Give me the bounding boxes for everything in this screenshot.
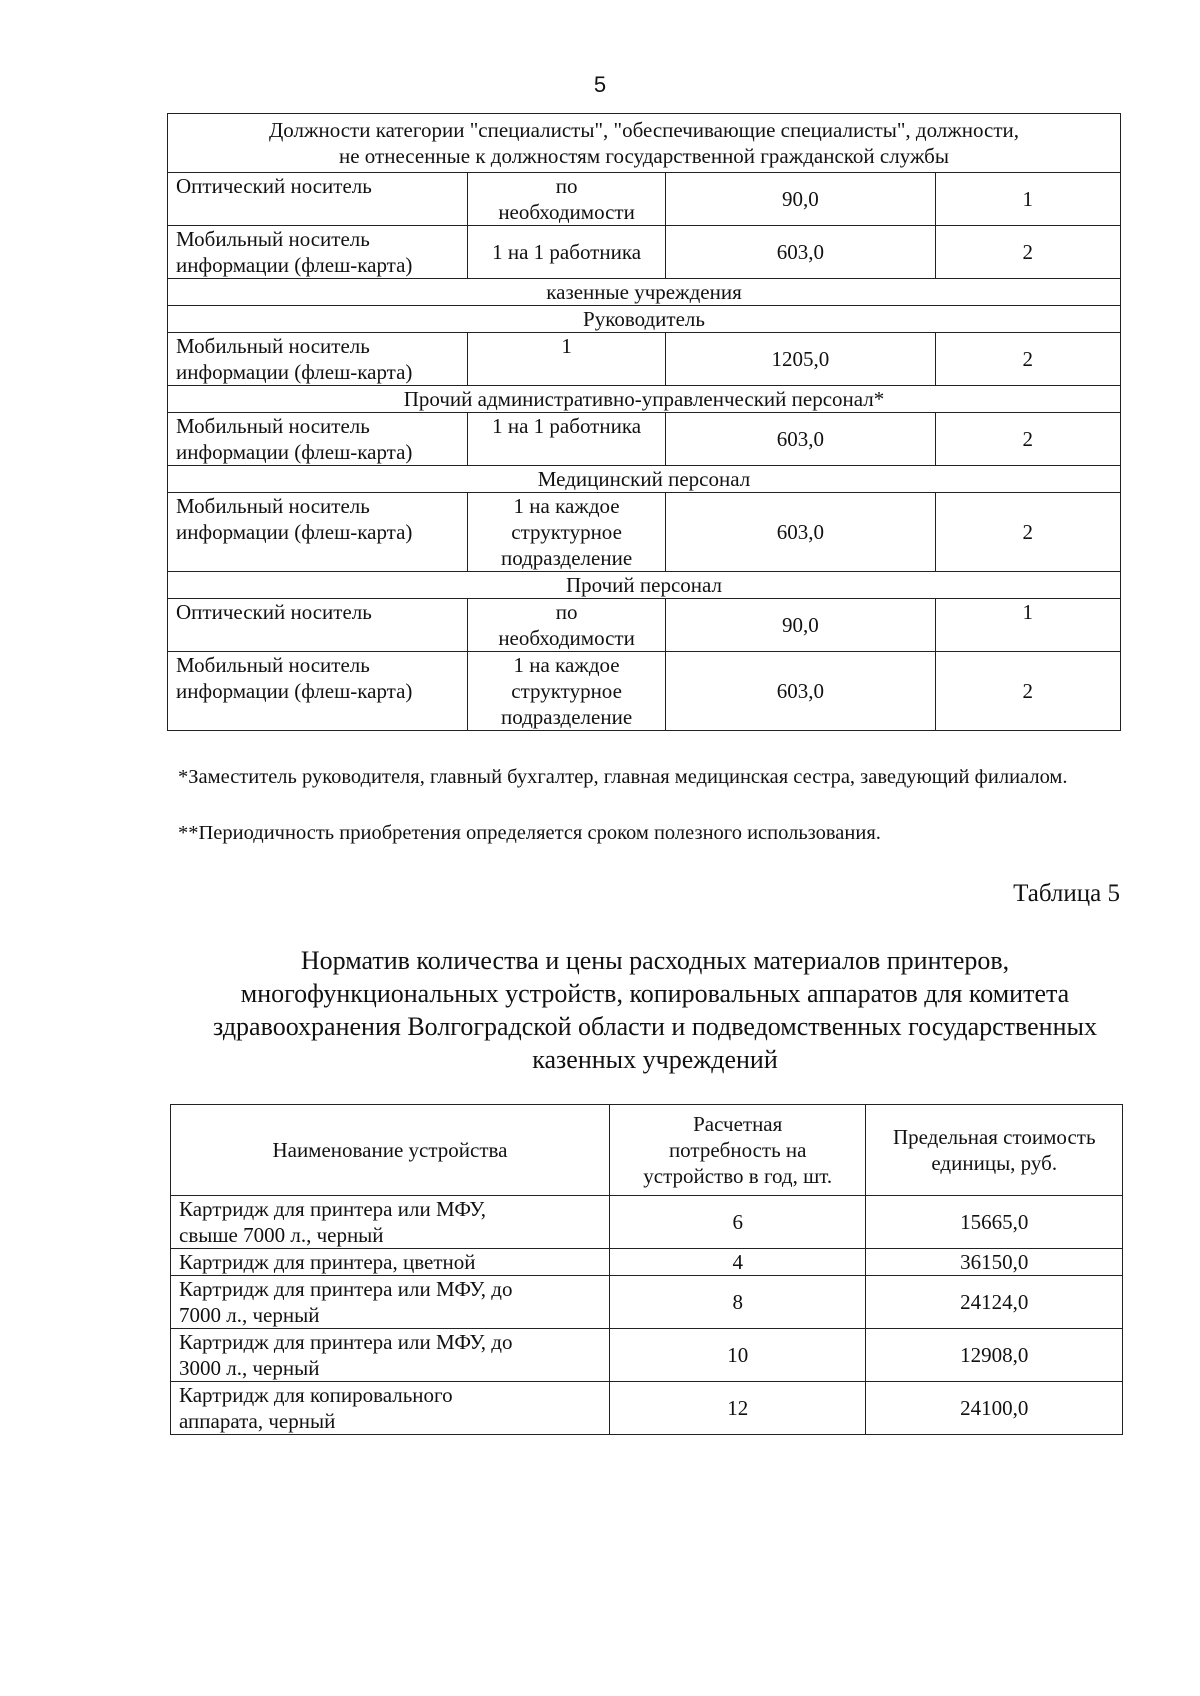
cell-price: 15665,0 [866,1196,1123,1249]
cell-device: Картридж для принтера, цветной [171,1249,610,1276]
section-prochiy-aup: Прочий административно-управленческий персонал* [168,386,1121,413]
cell-qty: 1 на 1 работника [468,226,666,279]
cell-device: Картридж для принтера или МФУ, свыше 7000 л., черный [171,1196,610,1249]
cell-name: Оптический носитель [168,173,468,226]
table-label: Таблица 5 [1013,880,1120,907]
cell-device: Картридж для копировального аппарата, черный [171,1382,610,1435]
section-rukovoditel: Руководитель [168,306,1121,333]
table-header-row [171,1105,1123,1196]
cell-price: 603,0 [666,226,936,279]
media-norms-table [167,113,1121,731]
table-section-row [168,572,1121,599]
cell-period: 2 [935,413,1120,466]
table-section-row [168,386,1121,413]
cell-name: Мобильный носитель информации (флеш-карта) [168,413,468,466]
cell-qty: 1 [468,333,666,386]
cell-price: 90,0 [666,173,936,226]
cell-price: 603,0 [666,493,936,572]
footnote-2: **Периодичность приобретения определяется сроком полезного использования. [178,822,881,844]
cell-price: 1205,0 [666,333,936,386]
cell-price: 603,0 [666,413,936,466]
cartridge-norms-table [170,1104,1123,1435]
section-kazennye: казенные учреждения [168,279,1121,306]
cell-qty: 1 на каждое структурное подразделение [468,493,666,572]
cell-device: Картридж для принтера или МФУ, до 7000 л., черный [171,1276,610,1329]
table-row [171,1329,1123,1382]
table-section-row [168,466,1121,493]
cell-price: 603,0 [666,652,936,731]
table-section-row [168,114,1121,173]
cell-name: Мобильный носитель информации (флеш-карта) [168,333,468,386]
cell-qty: 1 на каждое структурное подразделение [468,652,666,731]
table-row [171,1382,1123,1435]
cell-price: 12908,0 [866,1329,1123,1382]
header-device: Наименование устройства [171,1105,610,1196]
cell-device: Картридж для принтера или МФУ, до 3000 л., черный [171,1329,610,1382]
cell-qty: 1 на 1 работника [468,413,666,466]
cell-qty: 4 [609,1249,866,1276]
table-title: Норматив количества и цены расходных материалов принтеров, многофункциональных устройств, копировальных аппаратов для комитета здравоохранения Волгоградской области и подведомственных государственных казенных учреждений [213,946,1097,1074]
header-need: Расчетная потребность на устройство в год, шт. [609,1105,866,1196]
cell-name: Мобильный носитель информации (флеш-карта) [168,652,468,731]
cell-qty: 10 [609,1329,866,1382]
cell-period: 2 [935,652,1120,731]
cell-price: 24124,0 [866,1276,1123,1329]
table-section-row [168,306,1121,333]
table-row [168,226,1121,279]
cell-name: Мобильный носитель информации (флеш-карта) [168,493,468,572]
cell-price: 90,0 [666,599,936,652]
cell-period: 2 [935,226,1120,279]
table-row [168,413,1121,466]
section-header-specialists: Должности категории "специалисты", "обеспечивающие специалисты", должности, не отнесенные к должностям государственной гражданской службы [168,114,1121,173]
table-row [168,652,1121,731]
cell-qty: 6 [609,1196,866,1249]
section-med: Медицинский персонал [168,466,1121,493]
cell-qty: 12 [609,1382,866,1435]
cell-qty: по необходимости [468,173,666,226]
cell-name: Оптический носитель [168,599,468,652]
table-row [171,1249,1123,1276]
table-row [168,493,1121,572]
cell-period: 2 [935,333,1120,386]
section-prochiy: Прочий персонал [168,572,1121,599]
cell-period: 1 [935,173,1120,226]
header-price: Предельная стоимость единицы, руб. [866,1105,1123,1196]
cell-qty: по необходимости [468,599,666,652]
cell-period: 2 [935,493,1120,572]
cell-price: 36150,0 [866,1249,1123,1276]
cell-period: 1 [935,599,1120,652]
table-row [171,1196,1123,1249]
page-number: 5 [593,72,607,97]
cell-name: Мобильный носитель информации (флеш-карта) [168,226,468,279]
table-row [168,599,1121,652]
table-row [171,1276,1123,1329]
cell-price: 24100,0 [866,1382,1123,1435]
cell-qty: 8 [609,1276,866,1329]
table-row [168,173,1121,226]
table-row [168,333,1121,386]
table-section-row [168,279,1121,306]
footnote-1: *Заместитель руководителя, главный бухгалтер, главная медицинская сестра, заведующий филиалом. [178,766,1068,788]
